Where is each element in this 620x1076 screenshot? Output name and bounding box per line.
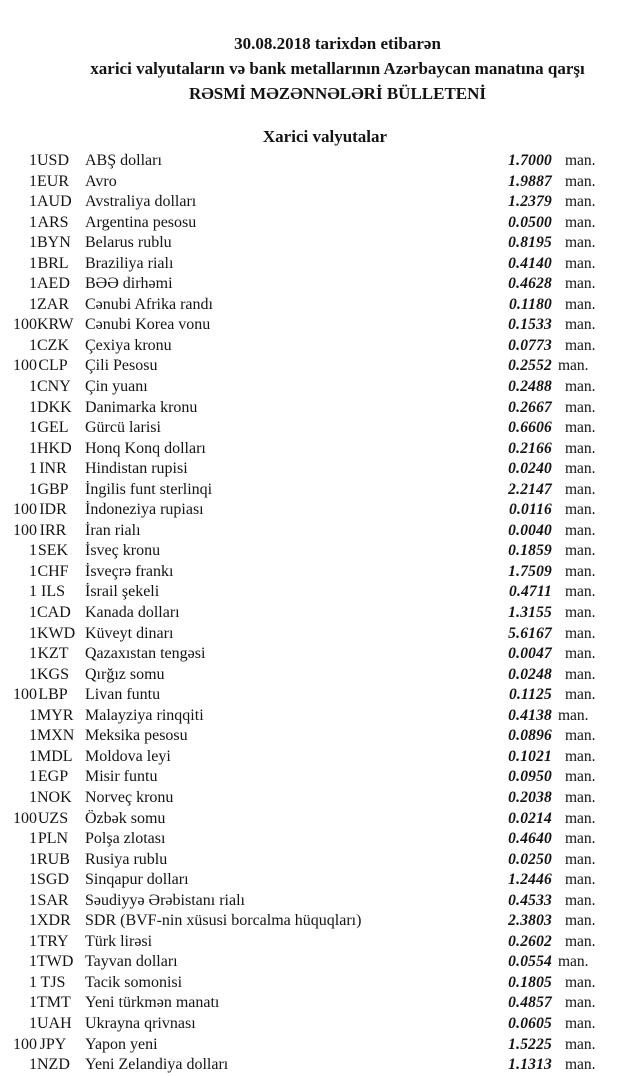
currency-row: [0, 788, 620, 809]
currency-code: RUB: [37, 850, 70, 868]
section-title: Xarici valyutalar: [262, 127, 388, 146]
currency-rate: 0.4533: [508, 891, 552, 909]
currency-code: TMT: [37, 994, 71, 1012]
currency-code: CHF: [37, 562, 69, 580]
currency-unit: man.: [565, 850, 596, 868]
currency-name: Səudiyyə Ərəbistanı rialı: [85, 891, 245, 909]
currency-unit: man.: [565, 275, 596, 293]
currency-quantity: 1: [29, 254, 37, 272]
currency-code: ILS: [41, 583, 65, 601]
currency-name: Kanada dolları: [85, 604, 180, 622]
currency-rate: 0.1533: [508, 316, 552, 334]
currency-unit: man.: [565, 501, 596, 519]
currency-unit: man.: [565, 809, 596, 827]
currency-rate: 5.6167: [508, 624, 552, 642]
currency-unit: man.: [558, 357, 589, 375]
currency-code: INR: [39, 460, 67, 478]
currency-rate: 1.2446: [508, 871, 552, 889]
currency-unit: man.: [565, 932, 596, 950]
currency-name: Tacik somonisi: [85, 973, 183, 991]
currency-row: [0, 1035, 620, 1056]
currency-unit: man.: [565, 316, 596, 334]
currency-rate: 0.8195: [508, 234, 552, 252]
currency-row: [0, 541, 620, 562]
currency-row: [0, 233, 620, 254]
currency-code: GEL: [37, 419, 69, 437]
currency-unit: man.: [565, 295, 596, 313]
currency-row: [0, 1014, 620, 1035]
currency-rate: 0.0773: [508, 336, 552, 354]
currency-code: CLP: [38, 357, 68, 375]
currency-code: USD: [37, 152, 70, 169]
currency-name: Meksika pesosu: [85, 727, 188, 745]
currency-unit: man.: [565, 912, 596, 930]
currency-unit: man.: [565, 788, 596, 806]
currency-row: [0, 993, 620, 1014]
currency-unit: man.: [565, 439, 596, 457]
currency-row: [0, 850, 620, 871]
currency-rate: 1.3155: [508, 604, 552, 622]
currency-unit: man.: [565, 1014, 596, 1032]
currency-rate: 0.2038: [508, 788, 552, 806]
currency-unit: man.: [565, 604, 596, 622]
currency-code: AUD: [37, 193, 72, 211]
currency-row: [0, 254, 620, 275]
currency-quantity: 1: [29, 562, 37, 580]
currency-row: [0, 665, 620, 686]
currency-quantity: 1: [29, 788, 37, 806]
currency-row: [0, 809, 620, 830]
currency-rate: 0.0040: [508, 521, 552, 539]
currency-row: [0, 891, 620, 912]
currency-name: Yeni Zelandiya dolları: [85, 1056, 229, 1074]
currency-name: Çin yuanı: [85, 378, 148, 396]
currency-quantity: 1: [29, 850, 37, 868]
currency-quantity: 100: [13, 521, 37, 539]
currency-unit: man.: [565, 994, 596, 1012]
currency-quantity: 1: [29, 295, 37, 313]
currency-code: ARS: [37, 213, 69, 231]
currency-quantity: 1: [29, 645, 37, 663]
currency-name: Cənubi Korea vonu: [85, 316, 211, 334]
currency-quantity: 1: [29, 1056, 37, 1074]
currency-row: [0, 582, 620, 603]
currency-row: [0, 418, 620, 439]
currency-quantity: 1: [29, 172, 37, 190]
currency-code: BYN: [37, 234, 71, 252]
currency-row: [0, 274, 620, 295]
currency-row: [0, 747, 620, 768]
currency-name: Ukrayna qrivnası: [85, 1014, 196, 1032]
currency-name: Türk lirəsi: [85, 932, 153, 950]
currency-rate: 0.4138: [508, 706, 552, 724]
currency-row: [0, 459, 620, 480]
currency-code: BRL: [37, 254, 69, 272]
currency-name: Çili Pesosu: [85, 357, 158, 375]
currency-quantity: 100: [13, 357, 37, 375]
currency-code: PLN: [37, 830, 69, 848]
currency-rate: 2.3803: [508, 912, 552, 930]
currency-name: İsrail şekeli: [85, 583, 160, 601]
currency-unit: man.: [565, 891, 596, 909]
currency-quantity: 1: [29, 439, 37, 457]
bulletin-header: [55, 31, 620, 106]
currency-name: Argentina pesosu: [85, 213, 197, 231]
currency-name: İsveçrə frankı: [85, 562, 174, 580]
currency-unit: man.: [565, 234, 596, 252]
currency-rate: 0.0950: [508, 768, 552, 786]
currency-quantity: 100: [13, 501, 37, 519]
currency-quantity: 1: [29, 994, 37, 1012]
currency-code: NZD: [37, 1056, 70, 1074]
currency-unit: man.: [565, 213, 596, 231]
currency-rate: 0.0240: [508, 460, 552, 478]
currency-row: [0, 500, 620, 521]
currency-unit: man.: [565, 460, 596, 478]
currency-quantity: 1: [29, 932, 37, 950]
currency-quantity: 1: [29, 460, 37, 478]
currency-row: [0, 624, 620, 645]
currency-rate: 1.7509: [508, 562, 552, 580]
currency-name: Gürcü larisi: [85, 419, 161, 437]
currency-unit: man.: [565, 254, 596, 272]
currency-quantity: 1: [29, 912, 37, 930]
currency-code: TJS: [40, 973, 66, 991]
currency-unit: man.: [558, 706, 589, 724]
currency-rate: 0.0554: [508, 953, 552, 971]
currency-quantity: 100: [13, 316, 37, 334]
currency-name: Sinqapur dolları: [85, 871, 189, 889]
currency-row: [0, 151, 620, 172]
currency-name: İndoneziya rupiası: [85, 501, 204, 519]
currency-row: [0, 685, 620, 706]
currency-row: [0, 932, 620, 953]
currency-code: XDR: [37, 912, 71, 930]
currency-name: Norveç kronu: [85, 788, 174, 806]
currency-code: MXN: [37, 727, 75, 745]
currency-code: CAD: [37, 604, 71, 622]
currency-row: [0, 562, 620, 583]
currency-quantity: 1: [29, 398, 37, 416]
currency-quantity: 1: [29, 973, 37, 991]
currency-row: [0, 603, 620, 624]
currency-code: AED: [37, 275, 70, 293]
currency-name: Küveyt dinarı: [85, 624, 174, 642]
currency-code: KGS: [37, 665, 70, 683]
currency-unit: man.: [565, 686, 596, 704]
currency-row: [0, 726, 620, 747]
currency-unit: man.: [565, 1035, 596, 1053]
currency-unit: man.: [565, 747, 596, 765]
currency-unit: man.: [565, 542, 596, 560]
currency-unit: man.: [565, 665, 596, 683]
currency-row: [0, 192, 620, 213]
currency-name: Avro: [85, 172, 117, 190]
currency-rate: 1.5225: [508, 1035, 552, 1053]
currency-name: Honq Konq dolları: [85, 439, 206, 457]
currency-unit: man.: [565, 973, 596, 991]
currency-rate: 0.0214: [508, 809, 552, 827]
currency-unit: man.: [565, 398, 596, 416]
currency-quantity: 1: [29, 624, 37, 642]
currency-name: Yapon yeni: [85, 1035, 158, 1053]
currency-rate: 2.2147: [508, 480, 552, 498]
currency-row: [0, 377, 620, 398]
currency-name: ABŞ dolları: [85, 152, 162, 169]
currency-row: [0, 911, 620, 932]
currency-code: IRR: [39, 521, 67, 539]
currency-row: [0, 315, 620, 336]
currency-rate: 0.2602: [508, 932, 552, 950]
currency-code: SAR: [37, 891, 69, 909]
currency-unit: man.: [565, 172, 596, 190]
currency-code: MYR: [37, 706, 74, 724]
currency-unit: man.: [565, 336, 596, 354]
currency-unit: man.: [565, 378, 596, 396]
currency-name: Misir funtu: [85, 768, 158, 786]
currency-row: [0, 706, 620, 727]
currency-rate: 0.2488: [508, 378, 552, 396]
currency-unit: man.: [565, 830, 596, 848]
currency-rate: 0.2552: [508, 357, 552, 375]
currency-code: KWD: [37, 624, 76, 642]
currency-code: CZK: [37, 336, 69, 354]
currency-quantity: 1: [29, 583, 37, 601]
currency-quantity: 100: [13, 809, 37, 827]
currency-rate: 0.2166: [508, 439, 552, 457]
currency-row: [0, 356, 620, 377]
currency-name: İran rialı: [85, 521, 141, 539]
currency-code: UAH: [37, 1014, 72, 1032]
currency-rate: 0.0605: [508, 1014, 552, 1032]
currency-row: [0, 644, 620, 665]
currency-rate: 0.0500: [508, 213, 552, 231]
currency-quantity: 1: [29, 213, 37, 231]
currency-row: [0, 829, 620, 850]
currency-code: KRW: [37, 316, 74, 334]
currency-unit: man.: [558, 953, 589, 971]
currency-rate: 0.1180: [509, 295, 552, 313]
currency-quantity: 1: [29, 480, 37, 498]
currency-code: UZS: [37, 809, 69, 827]
currency-rate: 1.2379: [508, 193, 552, 211]
currency-rate: 0.0248: [508, 665, 552, 683]
currency-name: Rusiya rublu: [85, 850, 168, 868]
currency-quantity: 1: [29, 275, 37, 293]
currency-unit: man.: [565, 1056, 596, 1074]
currency-code: SGD: [37, 871, 70, 889]
currency-quantity: 1: [29, 1014, 37, 1032]
currency-name: SDR (BVF-nin xüsusi borcalma hüquqları): [85, 912, 362, 930]
currency-code: IDR: [39, 501, 67, 519]
currency-name: Livan funtu: [85, 686, 161, 704]
currency-name: Polşa zlotası: [85, 830, 166, 848]
currency-name: Braziliya rialı: [85, 254, 174, 272]
currency-rate: 0.4640: [508, 830, 552, 848]
currency-quantity: 100: [13, 1035, 37, 1053]
currency-unit: man.: [565, 768, 596, 786]
currency-unit: man.: [565, 562, 596, 580]
currency-rate: 0.1805: [508, 973, 552, 991]
currency-rate: 0.4628: [508, 275, 552, 293]
currency-quantity: 1: [29, 706, 37, 724]
currency-name: Hindistan rupisi: [85, 460, 188, 478]
currency-name: Yeni türkmən manatı: [85, 994, 220, 1012]
currency-code: DKK: [37, 398, 72, 416]
currency-unit: man.: [565, 583, 596, 601]
currency-rate: 1.1313: [508, 1056, 552, 1074]
header-title: RƏSMİ MƏZƏNNƏLƏRİ BÜLLETENİ: [188, 84, 487, 103]
currency-code: KZT: [37, 645, 69, 663]
currency-code: SEK: [37, 542, 69, 560]
currency-unit: man.: [565, 152, 596, 169]
header-date-line: 30.08.2018 tarixdən etibarən: [234, 34, 441, 53]
currency-quantity: 1: [29, 830, 37, 848]
currency-rate: 0.1859: [508, 542, 552, 560]
currency-quantity: 1: [29, 604, 37, 622]
currency-row: [0, 952, 620, 973]
currency-rate: 0.1021: [508, 747, 552, 765]
currency-rate: 0.6606: [508, 419, 552, 437]
currency-row: [0, 172, 620, 193]
currency-quantity: 1: [29, 747, 37, 765]
currency-row: [0, 295, 620, 316]
currency-rate: 0.0896: [508, 727, 552, 745]
currency-quantity: 1: [29, 727, 37, 745]
currency-row: [0, 973, 620, 994]
currency-name: Tayvan dolları: [85, 953, 178, 971]
currency-row: [0, 870, 620, 891]
currency-rate: 0.4857: [508, 994, 552, 1012]
currency-unit: man.: [565, 193, 596, 211]
currency-row: [0, 439, 620, 460]
currency-code: GBP: [37, 480, 69, 498]
currency-row: [0, 521, 620, 542]
currency-rate: 0.4140: [508, 254, 552, 272]
currency-code: TRY: [37, 932, 69, 950]
currency-rate: 0.0047: [508, 645, 552, 663]
header-subtitle: xarici valyutaların və bank metallarının Azərbaycan manatına qarşı: [90, 59, 585, 78]
currency-code: ZAR: [37, 295, 69, 313]
currency-quantity: 100: [13, 686, 37, 704]
currency-quantity: 1: [29, 419, 37, 437]
currency-quantity: 1: [29, 665, 37, 683]
currency-row: [0, 480, 620, 501]
currency-row: [0, 767, 620, 788]
currency-name: Qırğız somu: [85, 665, 165, 683]
currency-name: Qazaxıstan tengəsi: [85, 645, 206, 663]
currency-code: EUR: [37, 172, 69, 190]
currency-name: İsveç kronu: [85, 542, 161, 560]
currency-unit: man.: [565, 521, 596, 539]
currency-code: MDL: [37, 747, 73, 765]
currency-code: HKD: [37, 439, 72, 457]
currency-name: BƏƏ dirhəmi: [85, 275, 173, 293]
currency-name: Avstraliya dolları: [85, 193, 197, 211]
currency-unit: man.: [565, 624, 596, 642]
currency-rate: 0.2667: [508, 398, 552, 416]
currency-quantity: 1: [29, 891, 37, 909]
currency-row: [0, 398, 620, 419]
currency-name: Çexiya kronu: [85, 336, 172, 354]
currency-name: Danimarka kronu: [85, 398, 198, 416]
currency-quantity: 1: [29, 542, 37, 560]
currency-quantity: 1: [29, 953, 37, 971]
currency-unit: man.: [565, 727, 596, 745]
currency-quantity: 1: [29, 871, 37, 889]
currency-quantity: 1: [29, 768, 37, 786]
currency-code: NOK: [37, 788, 72, 806]
currency-rate: 0.4711: [509, 583, 552, 601]
currency-unit: man.: [565, 645, 596, 663]
currency-code: EGP: [37, 768, 69, 786]
currency-rate: 1.9887: [508, 172, 552, 190]
currency-name: Özbək somu: [85, 809, 166, 827]
currency-row: [0, 213, 620, 234]
currency-quantity: 1: [29, 336, 37, 354]
currency-rate: 0.0116: [509, 501, 552, 519]
currency-code: LBP: [38, 686, 68, 704]
currency-quantity: 1: [29, 378, 37, 396]
currency-unit: man.: [565, 419, 596, 437]
rates-table: [0, 151, 620, 1076]
currency-quantity: 1: [29, 234, 37, 252]
currency-unit: man.: [565, 871, 596, 889]
currency-code: TWD: [37, 953, 74, 971]
currency-name: İngilis funt sterlinqi: [85, 480, 213, 498]
currency-name: Moldova leyi: [85, 747, 171, 765]
currency-code: JPY: [39, 1035, 67, 1053]
currency-quantity: 1: [29, 193, 37, 211]
currency-unit: man.: [565, 480, 596, 498]
currency-quantity: 1: [29, 152, 37, 169]
currency-row: [0, 336, 620, 357]
currency-name: Cənubi Afrika randı: [85, 295, 213, 313]
currency-code: CNY: [37, 378, 71, 396]
currency-name: Malayziya rinqqiti: [85, 706, 204, 724]
currency-rate: 1.7000: [508, 152, 552, 169]
currency-name: Belarus rublu: [85, 234, 172, 252]
currency-rate: 0.0250: [508, 850, 552, 868]
currency-rate: 0.1125: [509, 686, 552, 704]
